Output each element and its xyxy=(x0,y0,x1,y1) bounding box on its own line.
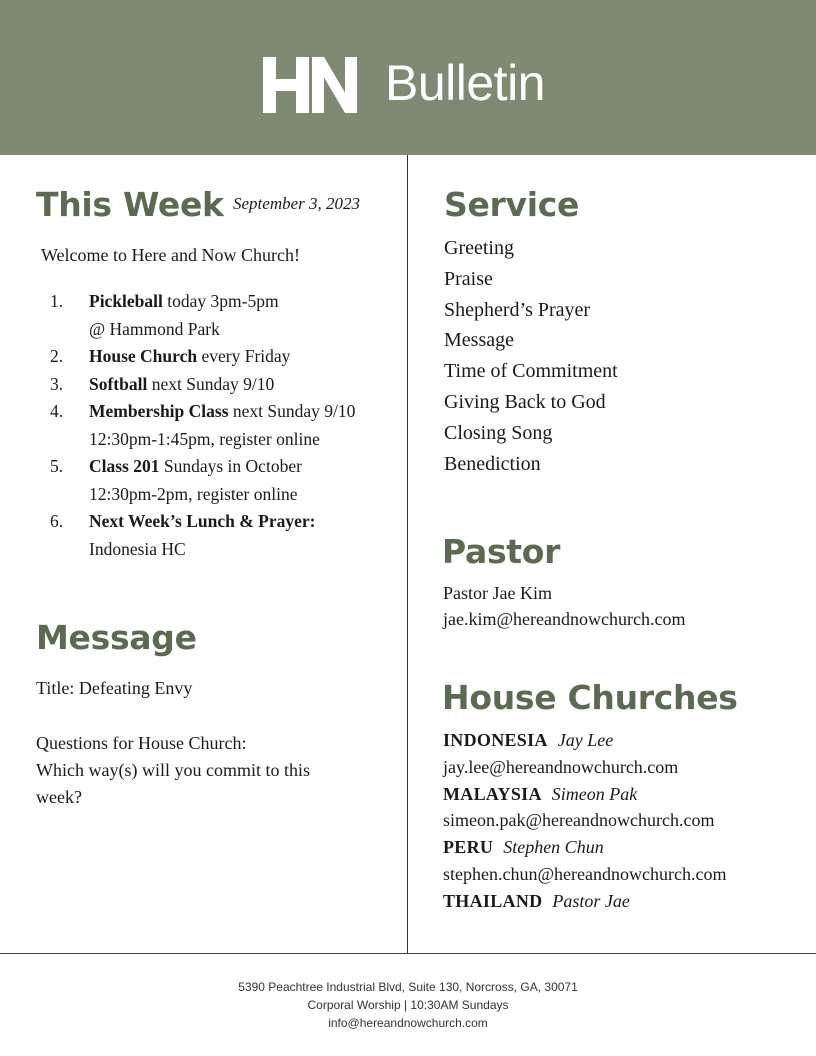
header-banner xyxy=(0,0,816,155)
service-item: Praise xyxy=(444,267,493,290)
house-churches-heading: House Churches xyxy=(442,678,738,717)
house-church-entry xyxy=(443,781,726,808)
house-church-leader: Jay Lee xyxy=(557,730,614,750)
list-item-title: Membership Class xyxy=(89,401,229,421)
list-item-number: 1. xyxy=(50,291,64,311)
house-church-email: simeon.pak@hereandnowchurch.com xyxy=(443,810,715,831)
column-divider xyxy=(407,155,408,953)
list-item-detail: Indonesia HC xyxy=(89,538,186,559)
question-text-line-2: week? xyxy=(36,787,82,807)
list-item-text: today 3pm-5pm xyxy=(162,291,279,311)
house-church-country: MALAYSIA xyxy=(443,783,542,804)
list-item-number: 5. xyxy=(50,456,64,476)
bulletin-date: September 3, 2023 xyxy=(233,194,361,213)
list-item-detail: 12:30pm-2pm, register online xyxy=(89,483,298,504)
house-church-entry xyxy=(443,727,726,754)
list-item-number: 6. xyxy=(50,511,64,531)
message-title: Title: Defeating Envy xyxy=(36,678,193,698)
service-order-list xyxy=(444,233,618,479)
this-week-heading: This Week xyxy=(36,185,224,224)
list-item-text: every Friday xyxy=(197,346,291,366)
list-item-text: next Sunday 9/10 xyxy=(228,401,356,421)
service-item: Greeting xyxy=(444,237,514,259)
footer-divider xyxy=(0,953,816,954)
house-church-leader: Pastor Jae xyxy=(552,890,630,911)
list-item-number: 2. xyxy=(50,346,64,366)
list-item-text: next Sunday 9/10 xyxy=(147,373,275,394)
list-item-title: House Church xyxy=(89,346,198,366)
house-church-country: PERU xyxy=(443,837,494,858)
house-churches-list xyxy=(443,727,726,915)
house-church-email: stephen.chun@hereandnowchurch.com xyxy=(443,863,727,884)
welcome-text: Welcome to Here and Now Church! xyxy=(41,245,300,265)
list-item xyxy=(50,371,400,399)
list-item-number: 4. xyxy=(50,401,64,421)
footer-email: info@hereandnowchurch.com xyxy=(328,1016,488,1030)
list-item-text: Sundays in October xyxy=(159,456,302,476)
list-item-title: Class 201 xyxy=(89,456,160,476)
church-logo-icon xyxy=(263,57,357,113)
service-heading: Service xyxy=(444,185,580,224)
list-item-detail: 12:30pm-1:45pm, register online xyxy=(89,428,320,449)
bulletin-title: Bulletin xyxy=(385,55,545,111)
service-item: Benediction xyxy=(444,452,541,475)
announcements-list xyxy=(50,288,400,563)
pastor-email: jae.kim@hereandnowchurch.com xyxy=(443,609,686,629)
service-item: Giving Back to God xyxy=(444,390,606,413)
pastor-name: Pastor Jae Kim xyxy=(443,583,552,603)
list-item-number: 3. xyxy=(50,373,64,394)
house-church-country: INDONESIA xyxy=(443,730,548,750)
list-item xyxy=(50,453,400,508)
service-item: Shepherd’s Prayer xyxy=(444,298,591,321)
list-item xyxy=(50,288,400,343)
list-item-detail: @ Hammond Park xyxy=(89,318,220,339)
list-item-title: Softball xyxy=(89,373,148,394)
service-item: Message xyxy=(444,329,514,352)
house-church-leader: Simeon Pak xyxy=(551,783,638,804)
questions-label: Questions for House Church: xyxy=(36,733,247,753)
list-item xyxy=(50,343,400,371)
house-church-leader: Stephen Chun xyxy=(503,837,604,858)
list-item-title: Pickleball xyxy=(89,291,163,311)
service-item: Closing Song xyxy=(444,421,553,444)
footer xyxy=(0,978,816,1032)
footer-address: 5390 Peachtree Industrial Blvd, Suite 130, Norcross, GA, 30071 xyxy=(238,980,578,994)
pastor-heading: Pastor xyxy=(442,532,561,571)
footer-worship-time: Corporal Worship | 10:30AM Sundays xyxy=(307,998,509,1012)
message-heading: Message xyxy=(36,618,197,657)
list-item xyxy=(50,398,400,453)
list-item-title: Next Week’s Lunch & Prayer: xyxy=(89,511,316,531)
list-item xyxy=(50,508,400,563)
house-church-entry xyxy=(443,834,726,861)
question-text-line-1: Which way(s) will you commit to this xyxy=(36,760,310,780)
service-item: Time of Commitment xyxy=(444,360,618,383)
house-church-entry xyxy=(443,888,726,915)
house-church-country: THAILAND xyxy=(443,890,543,911)
house-church-email: jay.lee@hereandnowchurch.com xyxy=(443,756,679,777)
